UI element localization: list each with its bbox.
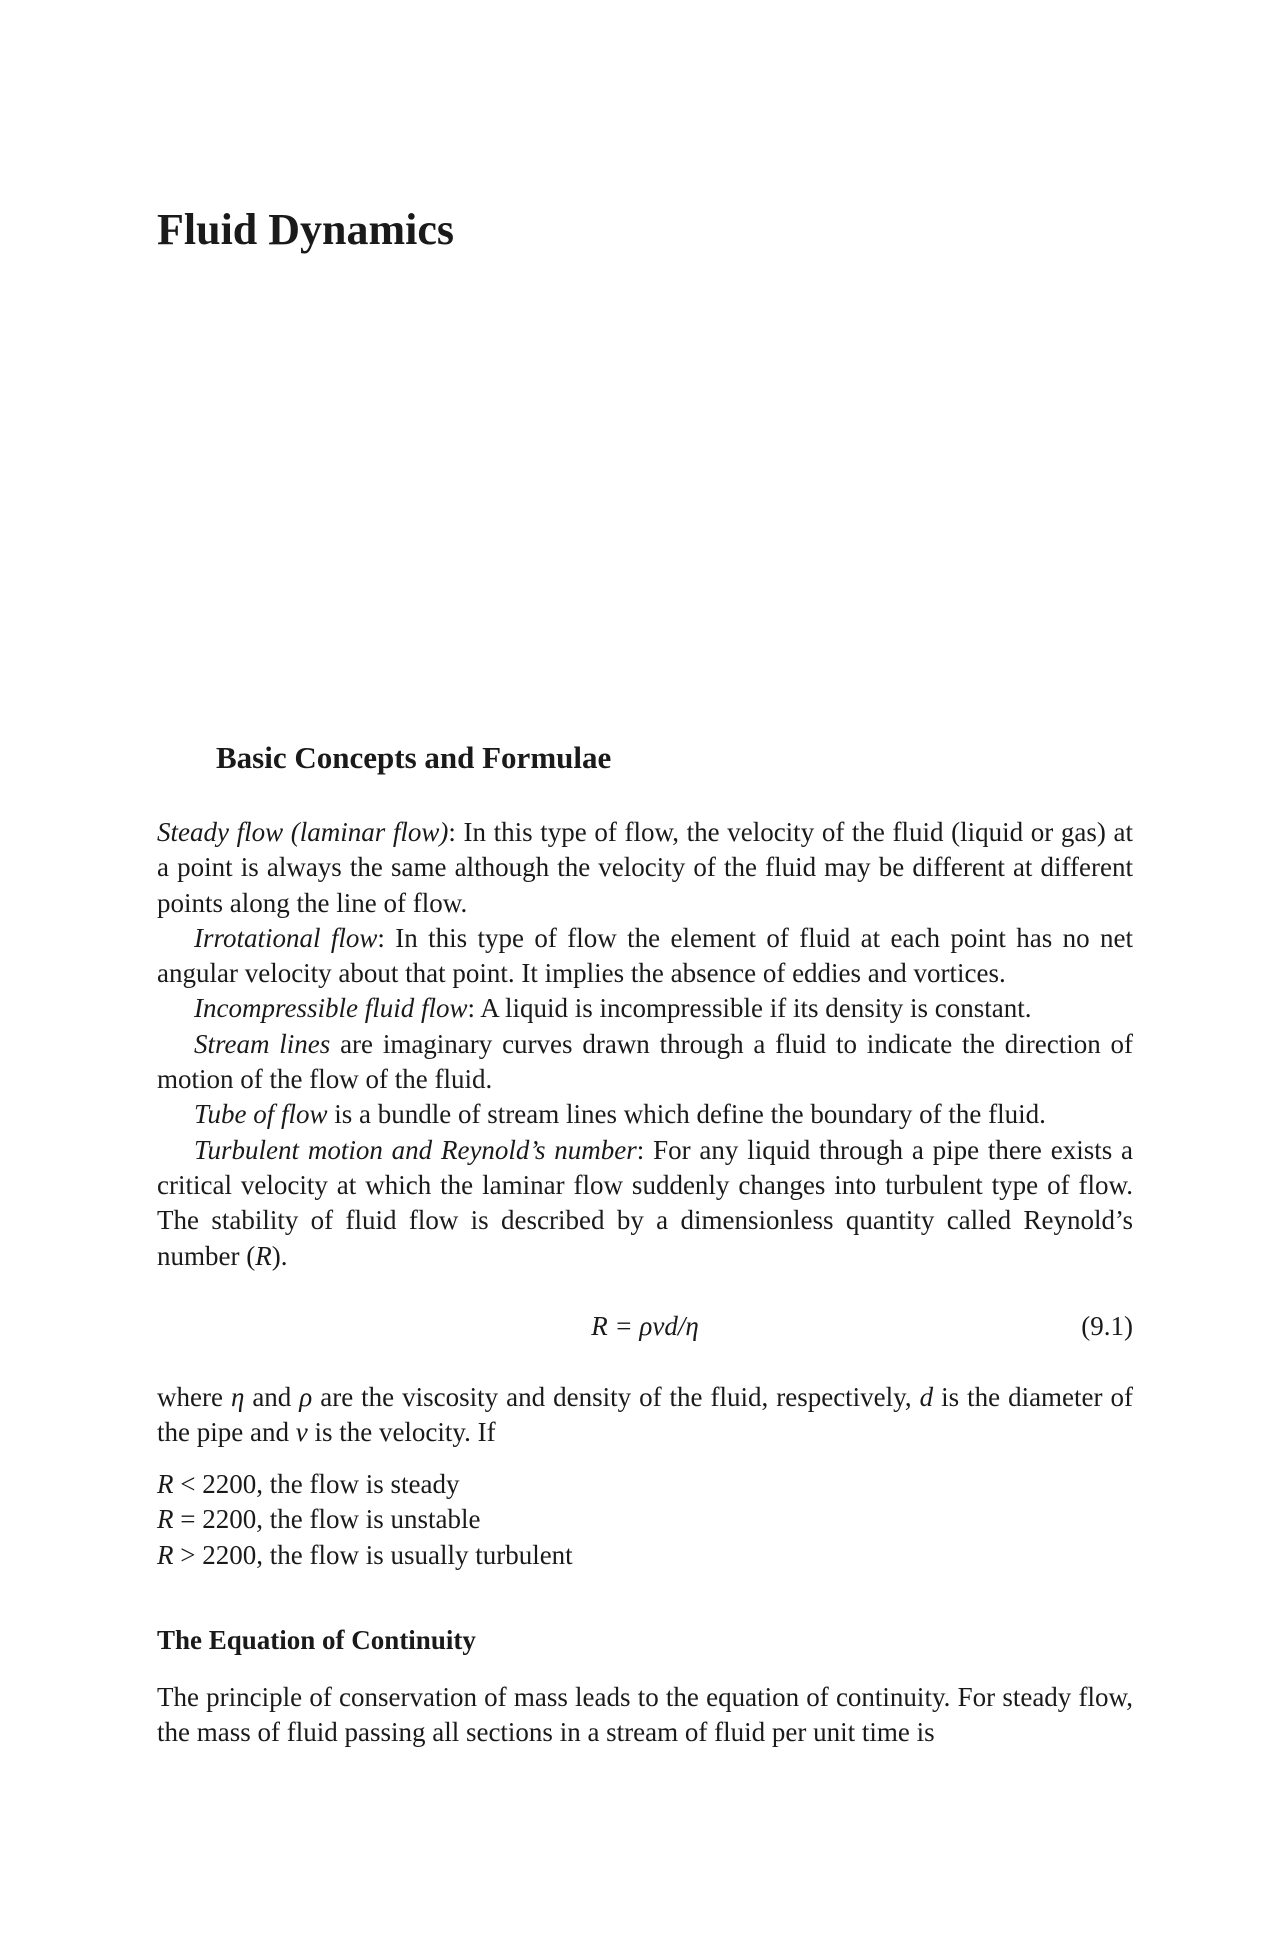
condition-text: = 2200, the flow is unstable [173,1504,481,1535]
where-part3: are the viscosity and density of the fluid, respectively, [312,1382,920,1412]
symbol-eta: η [230,1382,245,1412]
term-irrotational-flow: Irrotational flow [194,922,378,953]
paragraph-turbulent-motion [157,1133,1133,1274]
text-turbulent-end: ). [271,1240,288,1271]
condition-symbol: R [157,1539,174,1570]
equation-number: (9.1) [1081,1311,1133,1341]
where-part2: and [244,1382,300,1412]
text-irrotational-flow: : In this type of flow the element of fluid at each point has no net angular velocity about that point. It implies the absence of eddies and vortices. [157,922,1133,989]
term-steady-flow: Steady flow (laminar flow) [157,817,449,847]
term-tube-of-flow: Tube of flow [194,1099,328,1130]
where-part1: where [157,1382,231,1412]
chapter-title: Fluid Dynamics [157,205,455,254]
text-incompressible-flow: : A liquid is incompressible if its density is constant. [467,993,1032,1024]
paragraph-stream-lines [157,1027,1133,1098]
term-incompressible-flow: Incompressible fluid flow [194,993,468,1024]
text-stream-lines: are imaginary curves drawn through a fluid to indicate the direction of motion of the flow of the fluid. [157,1028,1134,1095]
section-title: Basic Concepts and Formulae [216,740,612,775]
where-text-block [157,1380,1133,1451]
reynolds-conditions-list [157,1467,573,1573]
condition-symbol: R [157,1504,174,1535]
text-turbulent-motion: : For any liquid through a pipe there exists a critical velocity at which the laminar flow suddenly changes into turbulent type of flow. The stability of fluid flow is described by a dimensionless quantity called Reynold’s number ( [157,1134,1134,1271]
text-tube-of-flow: is a bundle of stream lines which define the boundary of the fluid. [327,1099,1046,1130]
concepts-text-block [157,815,1133,1274]
symbol-d: d [919,1382,934,1412]
paragraph-irrotational-flow [157,921,1133,992]
condition-text: < 2200, the flow is steady [173,1469,460,1499]
where-part4: is the diameter of the pipe and [157,1382,1133,1448]
term-stream-lines: Stream lines [194,1028,331,1059]
paragraph-steady-flow [157,815,1133,921]
paragraph-continuity: The principle of conservation of mass leads to the equation of continuity. For steady flow, the mass of fluid passing all sections in a stream of fluid per unit time is [157,1682,1133,1748]
symbol-r: R [255,1240,272,1271]
symbol-rho: ρ [299,1382,313,1412]
condition-symbol: R [157,1469,174,1499]
text-steady-flow: : In this type of flow, the velocity of the fluid (liquid or gas) at a point is always the same although the velocity of the fluid may be different at different points along the line of flow. [157,817,1134,918]
paragraph-tube-of-flow [157,1097,1133,1132]
symbol-v: v [295,1417,308,1448]
condition-item [157,1538,573,1573]
continuity-text-block [157,1680,1133,1751]
condition-text: > 2200, the flow is usually turbulent [173,1539,573,1570]
condition-item [157,1502,573,1537]
equation-9-1 [157,1308,1133,1344]
paragraph-where [157,1380,1133,1451]
term-turbulent-motion: Turbulent motion and Reynold’s number [194,1134,637,1165]
equation-expression: R = ρvd/η [591,1311,699,1341]
where-part5: is the velocity. If [307,1417,496,1448]
paragraph-incompressible-flow [157,991,1133,1026]
subsection-title: The Equation of Continuity [157,1625,476,1655]
condition-item [157,1467,573,1502]
